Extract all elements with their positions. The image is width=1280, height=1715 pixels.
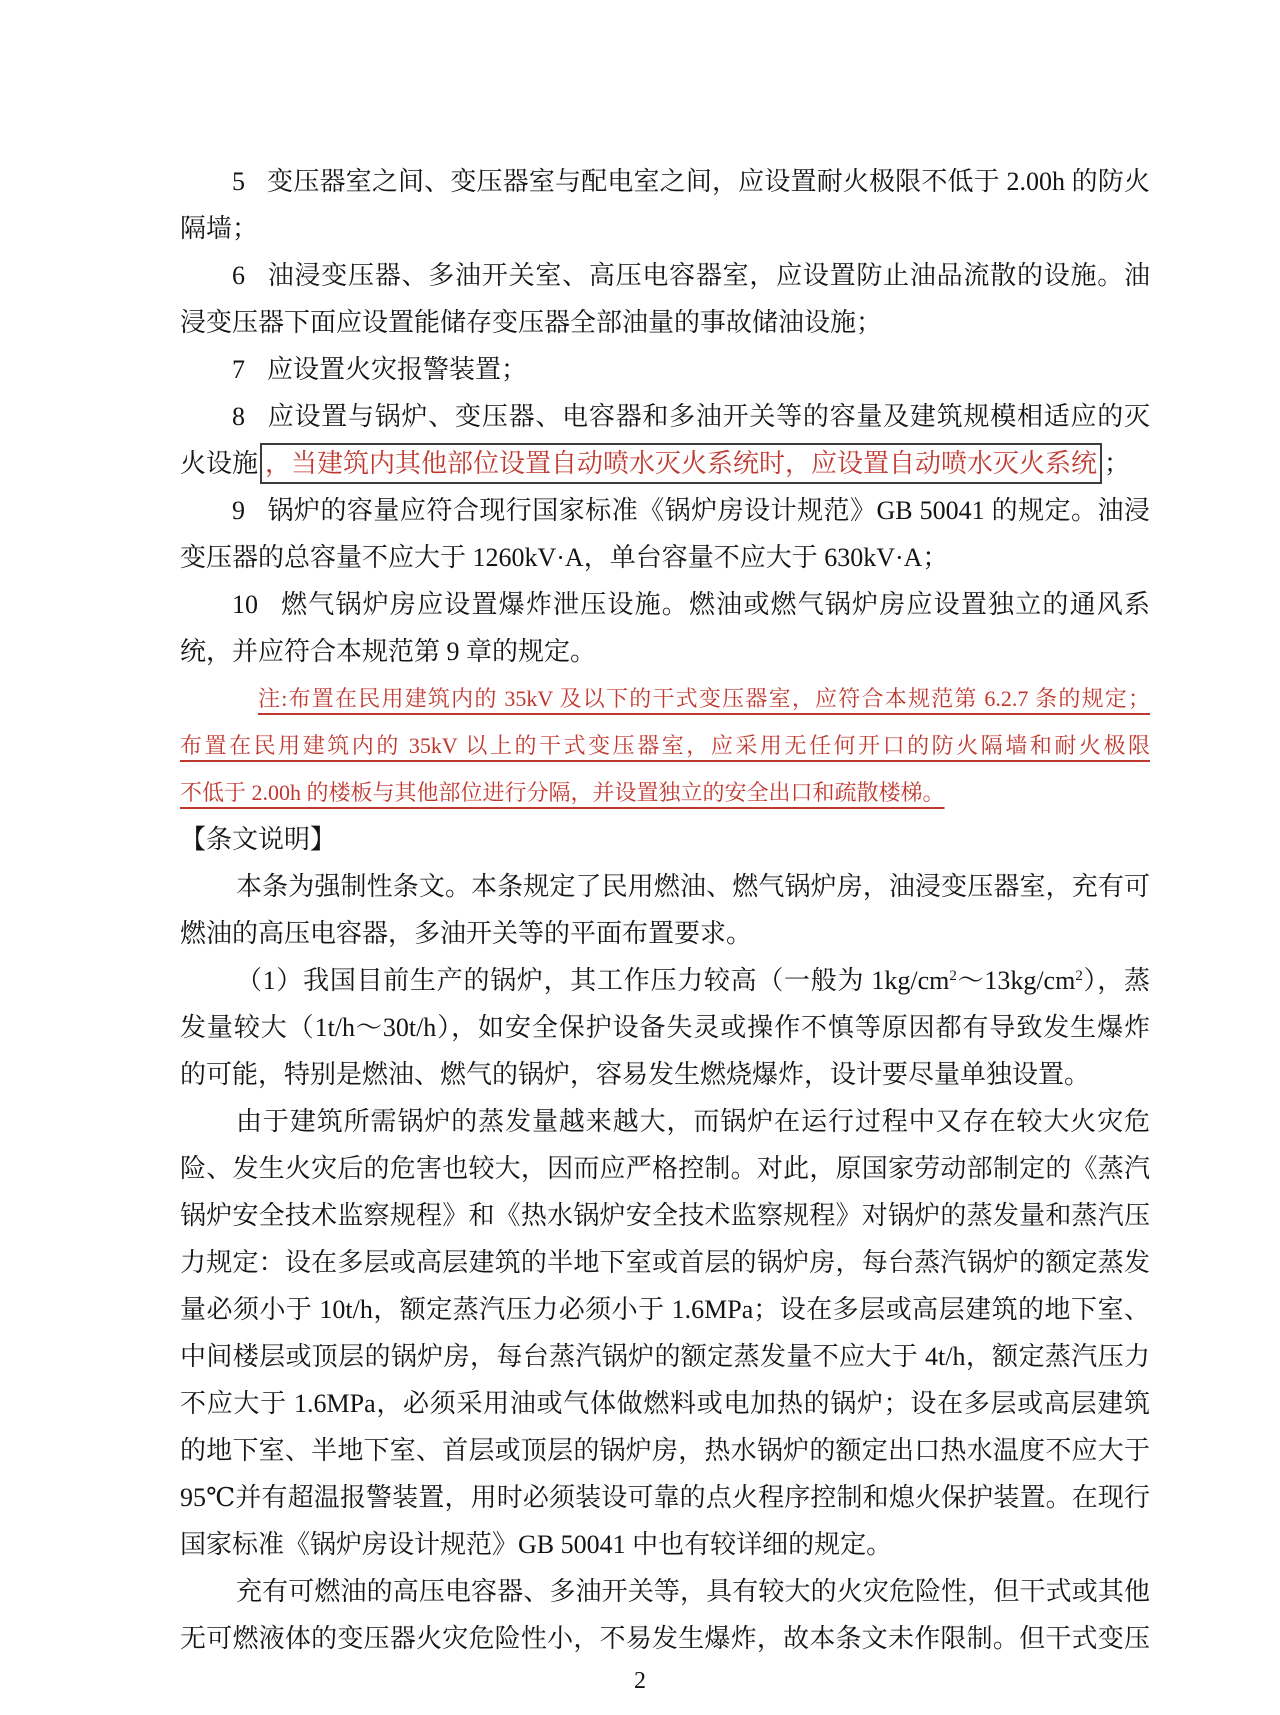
clause-10-text: 燃气锅炉房应设置爆炸泄压设施。燃油或燃气锅炉房应设置独立的通风系: [280, 590, 1150, 619]
commentary-p4-line-2: 无可燃液体的变压器火灾危险性小，不易发生爆炸，故本条文未作限制。但干式变压: [180, 1624, 1150, 1653]
clause-9-line-1: [180, 487, 1150, 534]
commentary-p3-line-7: 不应大于 1.6MPa，必须采用油或气体做燃料或电加热的锅炉；设在多层或高层建筑: [180, 1389, 1150, 1418]
commentary-p3-line-10: 国家标准《锅炉房设计规范》GB 50041 中也有较详细的规定。: [180, 1530, 893, 1559]
clause-5-text: 变压器室之间、变压器室与配电室之间，应设置耐火极限不低于 2.00h 的防火: [267, 167, 1150, 196]
clause-5-line-1: [180, 158, 1150, 205]
clause-6-text: 油浸变压器、多油开关室、高压电容器室，应设置防止油品流散的设施。油: [267, 261, 1150, 290]
clause-7-number: 7: [232, 355, 245, 384]
clause-8-number: 8: [232, 402, 245, 431]
note-line-1: 注:布置在民用建筑内的 35kV 及以下的干式变压器室，应符合本规范第 6.2.7 条的规定；: [258, 686, 1150, 711]
clause-10-line-2: 统，并应符合本规范第 9 章的规定。: [180, 637, 597, 666]
commentary-p2-text-b: ～13kg/cm: [956, 966, 1076, 995]
commentary-p3-line-9: 95℃并有超温报警装置，用时必须装设可靠的点火程序控制和熄火保护装置。在现行: [180, 1483, 1150, 1512]
clause-8-line-2: [180, 440, 1150, 487]
clause-10-line-1: [180, 581, 1150, 628]
commentary-p3-line-1: 由于建筑所需锅炉的蒸发量越来越大，而锅炉在运行过程中又存在较大火灾危: [236, 1107, 1150, 1136]
superscript-2: 2: [1075, 968, 1083, 984]
clause-6-line-2: 浸变压器下面应设置能储存变压器全部油量的事故储油设施；: [180, 308, 883, 337]
commentary-p3-line-5: 量必须小于 10t/h，额定蒸汽压力必须小于 1.6MPa；设在多层或高层建筑的地下室、: [180, 1295, 1150, 1324]
commentary-p3-line-8: 的地下室、半地下室、首层或顶层的锅炉房，热水锅炉的额定出口热水温度不应大于: [180, 1436, 1150, 1465]
commentary-p1-line-2: 燃油的高压电容器，多油开关等的平面布置要求。: [180, 919, 753, 948]
clause-7-text: 应设置火灾报警装置；: [267, 355, 528, 384]
page-number: 2: [634, 1668, 646, 1694]
commentary-heading: 【条文说明】: [180, 825, 337, 854]
commentary-p1-line-1: 本条为强制性条文。本条规定了民用燃油、燃气锅炉房，油浸变压器室，充有可: [236, 872, 1150, 901]
clause-6-line-1: [180, 252, 1150, 299]
clause-5-number: 5: [232, 167, 245, 196]
commentary-p3-line-3: 锅炉安全技术监察规程》和《热水锅炉安全技术监察规程》对锅炉的蒸发量和蒸汽压: [180, 1201, 1150, 1230]
clause-8-text: 应设置与锅炉、变压器、电容器和多油开关等的容量及建筑规模相适应的灭: [267, 402, 1150, 431]
clause-7-line-1: [180, 346, 1150, 393]
clause-8-text-suffix: ；: [1104, 449, 1131, 478]
clause-6-number: 6: [232, 261, 245, 290]
clause-8-line-1: [180, 393, 1150, 440]
highlight-box-inserted-text: ，当建筑内其他部位设置自动喷水灭火系统时，应设置自动喷水灭火系统: [260, 443, 1102, 484]
clause-9-text: 锅炉的容量应符合现行国家标准《锅炉房设计规范》GB 50041 的规定。油浸: [267, 496, 1150, 525]
commentary-p4-line-1: 充有可燃油的高压电容器、多油开关等，具有较大的火灾危险性，但干式或其他: [236, 1577, 1150, 1606]
clause-5-line-2: 隔墙；: [180, 214, 259, 243]
commentary-p3-line-2: 险、发生火灾后的危害也较大，因而应严格控制。对此，原国家劳动部制定的《蒸汽: [180, 1154, 1150, 1183]
clause-10-number: 10: [232, 590, 258, 619]
clause-9-line-2: 变压器的总容量不应大于 1260kV·A，单台容量不应大于 630kV·A；: [180, 543, 949, 572]
commentary-p2-text-c: ），蒸: [1082, 966, 1150, 995]
commentary-p2-line-2: 发量较大（1t/h～30t/h），如安全保护设备失灵或操作不慎等原因都有导致发生爆炸: [180, 1013, 1150, 1042]
commentary-p3-line-4: 力规定：设在多层或高层建筑的半地下室或首层的锅炉房，每台蒸汽锅炉的额定蒸发: [180, 1248, 1150, 1277]
commentary-p3-line-6: 中间楼层或顶层的锅炉房，每台蒸汽锅炉的额定蒸发量不应大于 4t/h，额定蒸汽压力: [180, 1342, 1150, 1371]
commentary-p2-text-a: （1）我国目前生产的锅炉，其工作压力较高（一般为 1kg/cm: [236, 966, 950, 995]
note-line-2: 布置在民用建筑内的 35kV 以上的干式变压器室，应采用无任何开口的防火隔墙和耐火极限: [180, 733, 1150, 758]
clause-8-text-prefix: 火设施: [180, 449, 259, 478]
note-line-3: 不低于 2.00h 的楼板与其他部位进行分隔，并设置独立的安全出口和疏散楼梯。: [180, 780, 945, 805]
superscript-2: 2: [949, 968, 957, 984]
commentary-p2-line-3: 的可能，特别是燃油、燃气的锅炉，容易发生燃烧爆炸，设计要尽量单独设置。: [180, 1060, 1091, 1089]
clause-9-number: 9: [232, 496, 245, 525]
commentary-p2-line-1: [180, 957, 1150, 1004]
